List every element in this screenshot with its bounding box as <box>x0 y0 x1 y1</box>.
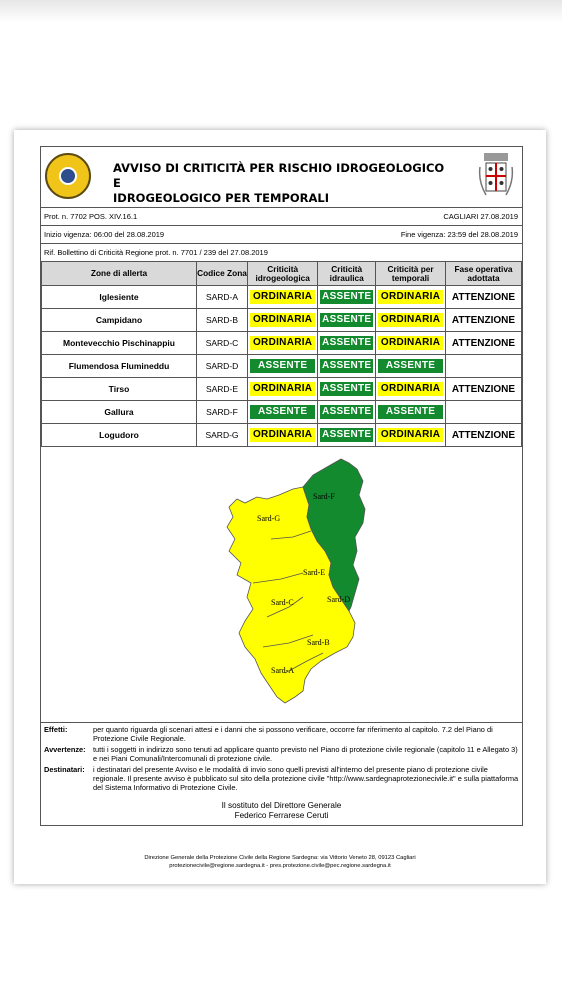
map-label-sard-d: Sard-D <box>327 595 351 604</box>
footer-emails: protezionecivile@regione.sardegna.it - pres.protezione.civile@pec.regione.sardegna.it <box>169 863 391 869</box>
map-label-sard-a: Sard-A <box>271 666 295 675</box>
operative-phase: ATTENZIONE <box>446 286 522 309</box>
table-row <box>42 378 522 401</box>
table-body <box>42 286 522 447</box>
status-badge: ASSENTE <box>322 360 372 371</box>
status-badge: ORDINARIA <box>378 336 443 350</box>
signature-block <box>41 801 522 825</box>
col-header-temporali: Criticità per temporali <box>376 262 446 286</box>
col-header-zone: Zone di allerta <box>42 262 197 286</box>
destinatari-label: Destinatari: <box>44 765 85 774</box>
zone-code: SARD-G <box>197 424 248 447</box>
table-row <box>42 309 522 332</box>
regione-sardegna-logo-icon <box>45 153 91 199</box>
map-label-sard-e: Sard-E <box>303 568 326 577</box>
validity-row <box>41 226 522 244</box>
validity-start: Inizio vigenza: 06:00 del 28.08.2019 <box>44 230 165 239</box>
map-label-sard-b: Sard-B <box>307 638 330 647</box>
status-badge: ORDINARIA <box>250 313 315 327</box>
zone-code: SARD-E <box>197 378 248 401</box>
zone-code: SARD-F <box>197 401 248 424</box>
document-header <box>41 147 522 208</box>
title-line-1: AVVISO DI CRITICITÀ PER RISCHIO IDROGEOLOGICO E <box>113 161 445 190</box>
operative-phase: ATTENZIONE <box>446 378 522 401</box>
effetti-label: Effetti: <box>44 725 68 734</box>
table-row <box>42 401 522 424</box>
status-badge: ORDINARIA <box>250 428 315 442</box>
operative-phase: ATTENZIONE <box>446 424 522 447</box>
document-page <box>14 130 546 884</box>
document-frame <box>40 146 523 826</box>
operative-phase: ATTENZIONE <box>446 309 522 332</box>
status-badge: ASSENTE <box>250 405 315 419</box>
table-row <box>42 355 522 378</box>
status-badge: ORDINARIA <box>378 382 443 396</box>
table-row <box>42 286 522 309</box>
status-badge: ASSENTE <box>322 383 372 394</box>
status-badge: ORDINARIA <box>250 336 315 350</box>
avvertenze-label: Avvertenze: <box>44 745 86 754</box>
top-shadow <box>0 0 562 22</box>
zone-name: Iglesiente <box>42 286 197 309</box>
map-label-sard-g: Sard-G <box>257 514 281 523</box>
signature-role: Il sostituto del Direttore Generale <box>221 801 342 810</box>
status-badge: ASSENTE <box>322 314 372 325</box>
document-footer <box>14 854 546 870</box>
sardinia-alert-map <box>41 447 522 722</box>
alert-zones-table <box>41 261 522 447</box>
operative-phase <box>446 355 522 378</box>
col-header-code: Codice Zona <box>197 262 248 286</box>
place-date: CAGLIARI 27.08.2019 <box>443 212 518 221</box>
protocol-number: Prot. n. 7702 POS. XIV.16.1 <box>44 212 138 221</box>
bulletin-ref-row <box>41 244 522 261</box>
status-badge: ASSENTE <box>322 291 372 302</box>
bulletin-ref: Rif. Bollettino di Criticità Regione prot. n. 7701 / 239 del 27.08.2019 <box>44 248 268 257</box>
status-badge: ORDINARIA <box>378 290 443 304</box>
zone-code: SARD-C <box>197 332 248 355</box>
status-badge: ORDINARIA <box>378 313 443 327</box>
signature-name: Federico Ferrarese Ceruti <box>234 811 329 820</box>
col-header-fase: Fase operativa adottata <box>446 262 522 286</box>
zone-code: SARD-D <box>197 355 248 378</box>
status-badge: ASSENTE <box>322 406 372 417</box>
table-row <box>42 332 522 355</box>
status-badge: ASSENTE <box>322 429 372 440</box>
map-label-sard-f: Sard-F <box>313 492 335 501</box>
alert-map <box>41 447 522 723</box>
destinatari-note <box>41 765 522 792</box>
zone-name: Campidano <box>42 309 197 332</box>
table-row <box>42 424 522 447</box>
sardinia-coat-of-arms-icon <box>476 153 516 201</box>
zone-code: SARD-B <box>197 309 248 332</box>
operative-phase <box>446 401 522 424</box>
effetti-note <box>41 725 522 743</box>
operative-phase: ATTENZIONE <box>446 332 522 355</box>
status-badge: ORDINARIA <box>250 382 315 396</box>
zone-name: Gallura <box>42 401 197 424</box>
footer-address: Direzione Generale della Protezione Civile della Regione Sardegna: via Vittorio Veneto 28, 09123 Cagliari <box>144 855 416 861</box>
notes-section <box>41 723 522 825</box>
table-header-row <box>42 262 522 286</box>
zone-name: Tirso <box>42 378 197 401</box>
zone-code: SARD-A <box>197 286 248 309</box>
col-header-idrogeologica: Criticità idrogeologica <box>248 262 318 286</box>
status-badge: ORDINARIA <box>250 290 315 304</box>
destinatari-text: i destinatari del presente Avviso e le modalità di invio sono quelli previsti all'interno del presente piano di protezione civile regionale. Il presente avviso è pubblicato sul sito della protezione civile "http://www.sardegnaprotezionecivile.it" e sulla piattaforma del Sistema Informativo di Protezione Civile. <box>93 765 519 792</box>
zone-name: Montevecchio Pischinappiu <box>42 332 197 355</box>
protocol-row <box>41 208 522 226</box>
avvertenze-text: tutti i soggetti in indirizzo sono tenuti ad applicare quanto previsto nel Piano di protezione civile regionale (capitolo 11 e Allegato 3) e nei Piani Comunali/Intercomunali di protezione civile. <box>93 745 518 763</box>
status-badge: ORDINARIA <box>378 428 443 442</box>
status-badge: ASSENTE <box>378 405 443 419</box>
col-header-idraulica: Criticità idraulica <box>318 262 376 286</box>
validity-end: Fine vigenza: 23:59 del 28.08.2019 <box>400 230 518 239</box>
avvertenze-note <box>41 745 522 763</box>
zone-name: Flumendosa Flumineddu <box>42 355 197 378</box>
document-title <box>113 161 453 206</box>
title-line-2: IDROGEOLOGICO PER TEMPORALI <box>113 191 330 205</box>
map-label-sard-c: Sard-C <box>271 598 294 607</box>
effetti-text: per quanto riguarda gli scenari attesi e i danni che si possono verificare, occorre far riferimento al capitolo. 7.2 del Piano di Protezione Civile Regionale. <box>93 725 493 743</box>
status-badge: ASSENTE <box>250 359 315 373</box>
status-badge: ASSENTE <box>378 359 443 373</box>
status-badge: ASSENTE <box>322 337 372 348</box>
zone-name: Logudoro <box>42 424 197 447</box>
